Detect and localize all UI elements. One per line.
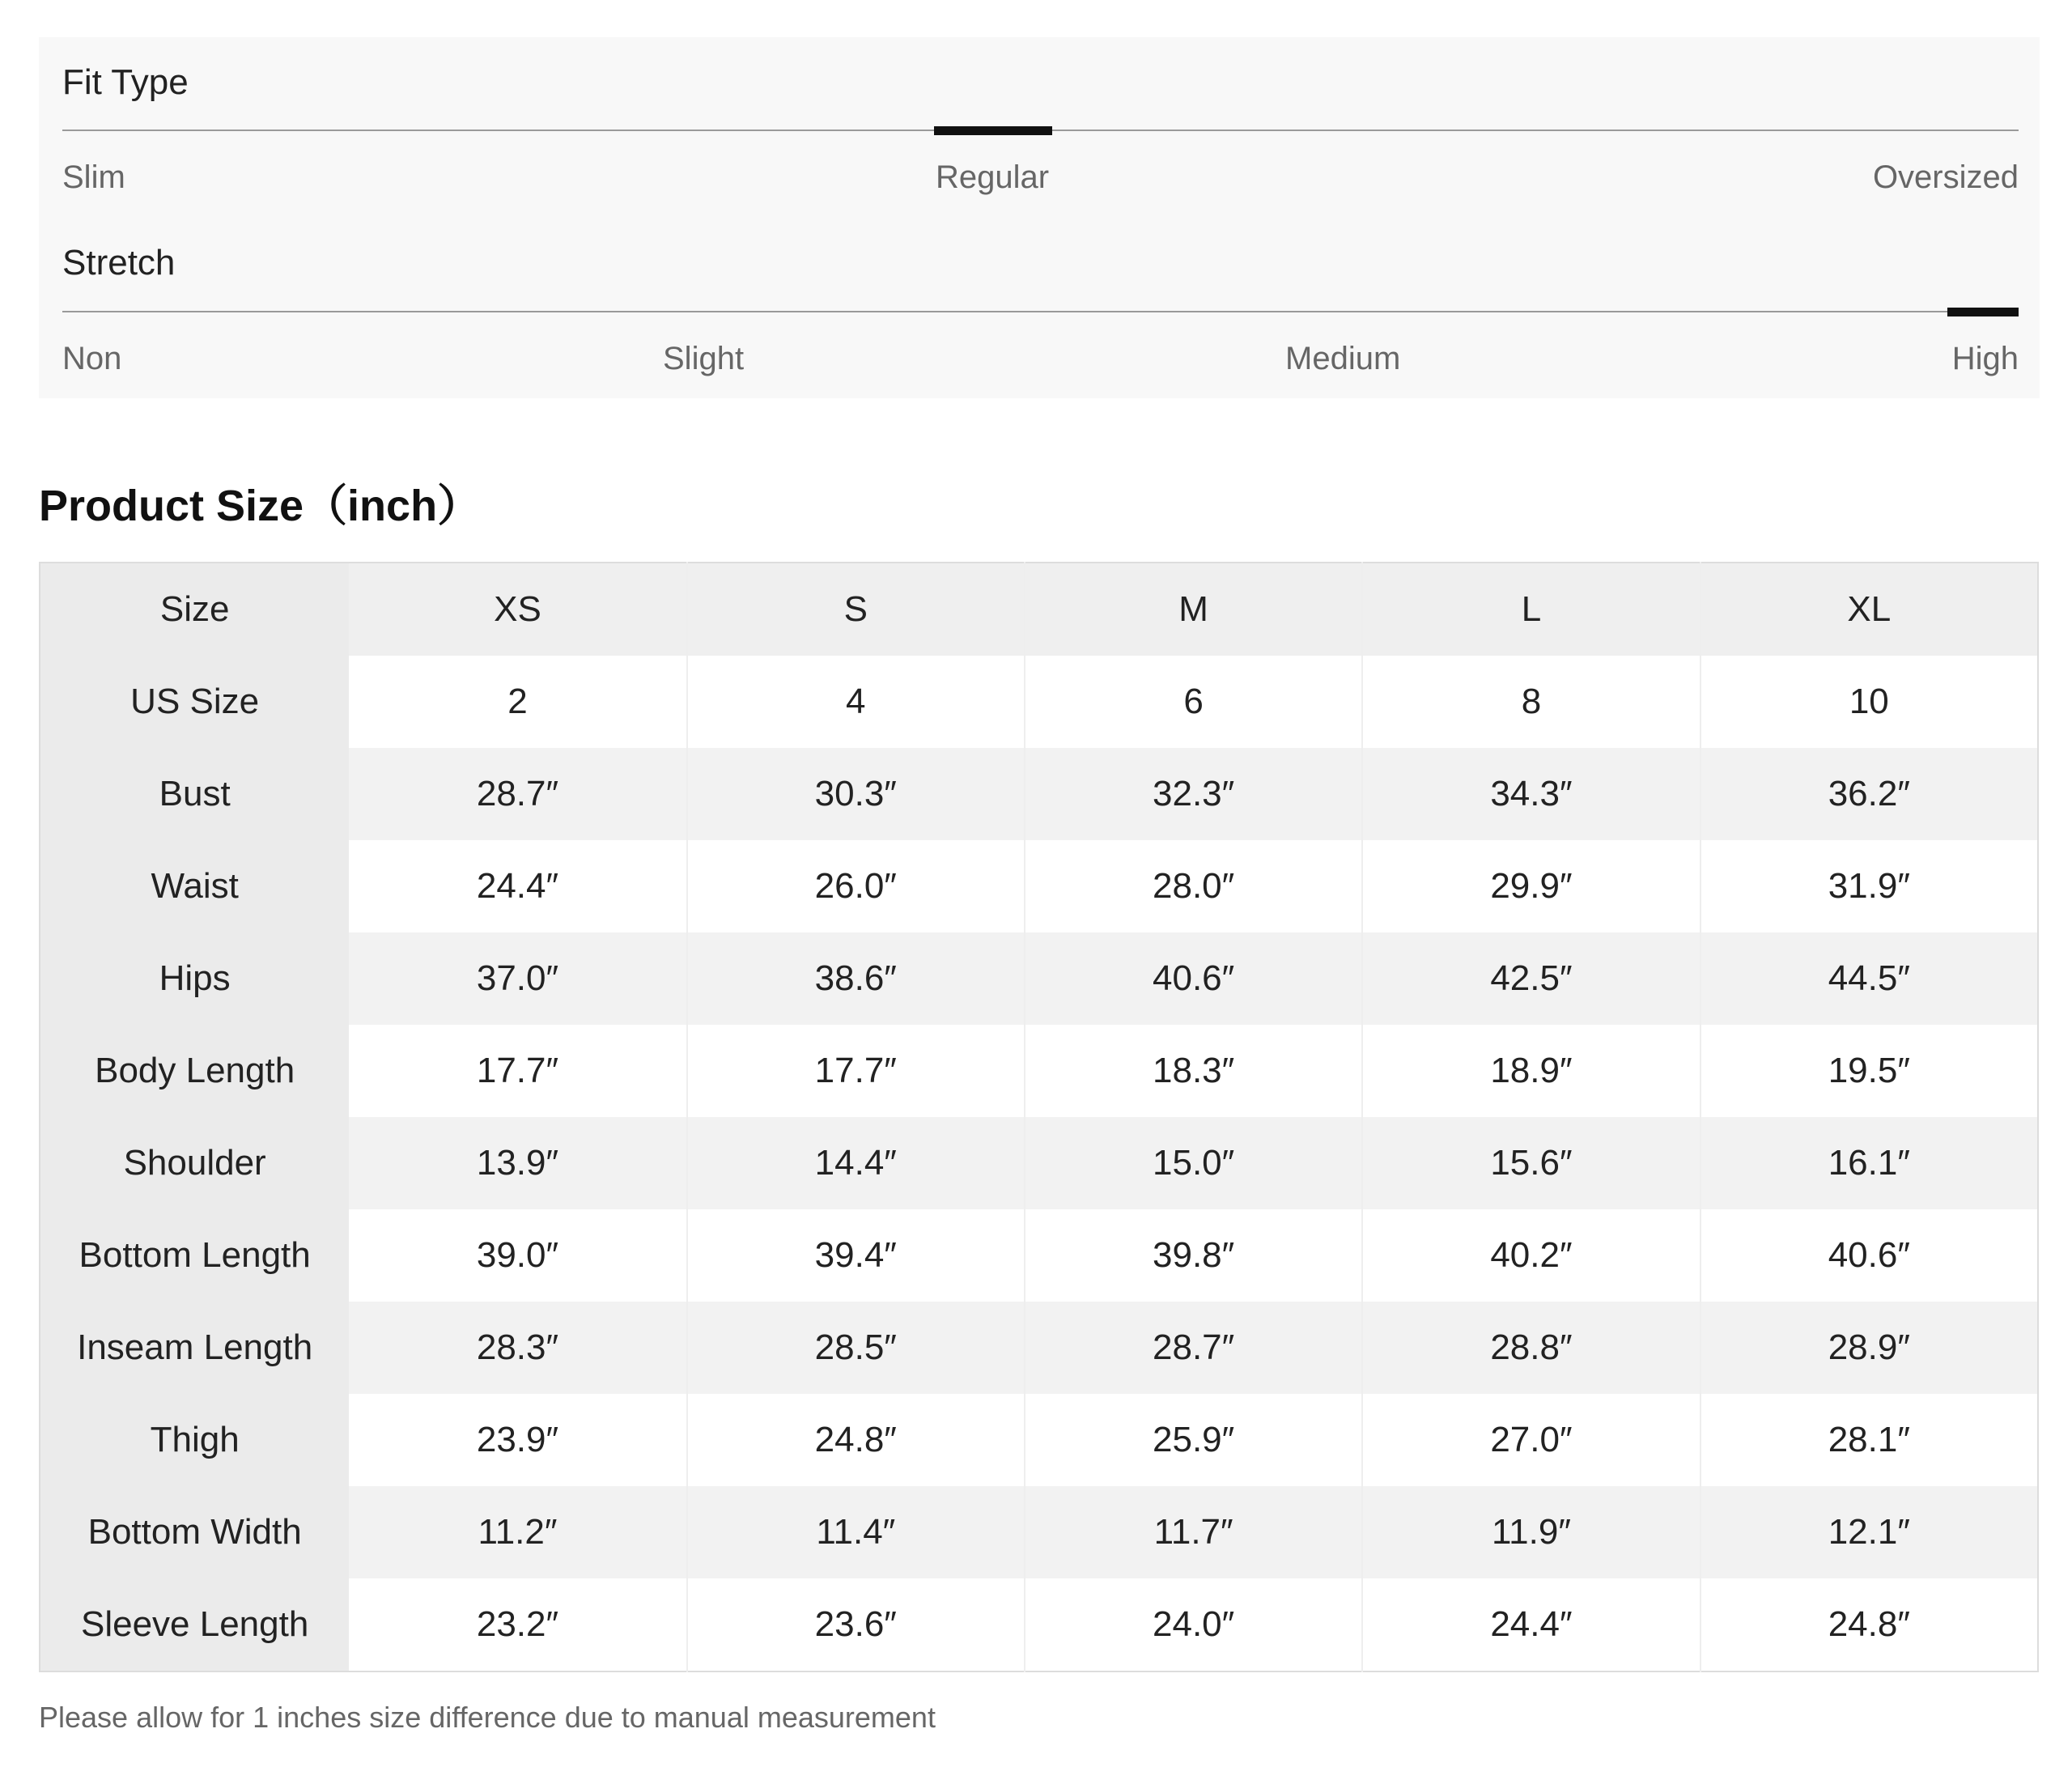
- table-cell: 23.6″: [687, 1578, 1025, 1671]
- table-cell: 40.2″: [1362, 1209, 1700, 1302]
- table-cell: 28.1″: [1700, 1394, 2038, 1486]
- column-header-size: Size: [40, 563, 349, 656]
- table-cell: 24.8″: [1700, 1578, 2038, 1671]
- row-label: Sleeve Length: [40, 1578, 349, 1671]
- row-label: Waist: [40, 840, 349, 932]
- stretch-title: Stretch: [62, 243, 176, 282]
- table-row: [40, 840, 2038, 932]
- table-cell: 4: [687, 656, 1025, 748]
- table-cell: 28.7″: [349, 748, 686, 840]
- table-cell: 16.1″: [1700, 1117, 2038, 1209]
- table-cell: 25.9″: [1025, 1394, 1362, 1486]
- table-cell: 11.7″: [1025, 1486, 1362, 1578]
- product-size-heading: Product Size（inch）: [39, 482, 482, 530]
- table-cell: 10: [1700, 656, 2038, 748]
- table-cell: 2: [349, 656, 686, 748]
- table-cell: 17.7″: [349, 1025, 686, 1117]
- fit-type-label-oversized: Oversized: [1872, 159, 2019, 195]
- row-label: Shoulder: [40, 1117, 349, 1209]
- row-label: Body Length: [40, 1025, 349, 1117]
- table-cell: 38.6″: [687, 932, 1025, 1025]
- stretch-label-non: Non: [62, 341, 122, 376]
- table-cell: 6: [1025, 656, 1362, 748]
- table-cell: 23.9″: [349, 1394, 686, 1486]
- fit-type-title: Fit Type: [62, 62, 189, 102]
- stretch-label-high: High: [1951, 341, 2019, 376]
- table-cell: 24.4″: [349, 840, 686, 932]
- table-cell: 26.0″: [687, 840, 1025, 932]
- table-cell: 36.2″: [1700, 748, 2038, 840]
- table-cell: 31.9″: [1700, 840, 2038, 932]
- table-cell: 39.4″: [687, 1209, 1025, 1302]
- table-cell: 30.3″: [687, 748, 1025, 840]
- table-cell: 24.8″: [687, 1394, 1025, 1486]
- table-cell: 24.4″: [1362, 1578, 1700, 1671]
- table-cell: 8: [1362, 656, 1700, 748]
- column-header-xl: XL: [1700, 563, 2038, 656]
- table-cell: 28.3″: [349, 1302, 686, 1394]
- row-label: Thigh: [40, 1394, 349, 1486]
- table-cell: 28.8″: [1362, 1302, 1700, 1394]
- column-header-l: L: [1362, 563, 1700, 656]
- table-cell: 34.3″: [1362, 748, 1700, 840]
- table-cell: 29.9″: [1362, 840, 1700, 932]
- column-header-s: S: [687, 563, 1025, 656]
- table-cell: 40.6″: [1025, 932, 1362, 1025]
- table-cell: 39.8″: [1025, 1209, 1362, 1302]
- table-row: [40, 932, 2038, 1025]
- table-row: [40, 748, 2038, 840]
- table-cell: 40.6″: [1700, 1209, 2038, 1302]
- table-cell: 39.0″: [349, 1209, 686, 1302]
- table-row: [40, 1302, 2038, 1394]
- fit-type-label-slim: Slim: [62, 159, 125, 195]
- stretch-track: [62, 311, 2019, 312]
- row-label: Bust: [40, 748, 349, 840]
- table-cell: 24.0″: [1025, 1578, 1362, 1671]
- table-cell: 23.2″: [349, 1578, 686, 1671]
- table-cell: 15.6″: [1362, 1117, 1700, 1209]
- fit-type-marker: [934, 126, 1052, 135]
- table-cell: 13.9″: [349, 1117, 686, 1209]
- table-cell: 32.3″: [1025, 748, 1362, 840]
- table-cell: 18.9″: [1362, 1025, 1700, 1117]
- table-cell: 11.4″: [687, 1486, 1025, 1578]
- table-cell: 18.3″: [1025, 1025, 1362, 1117]
- table-cell: 17.7″: [687, 1025, 1025, 1117]
- stretch-label-medium: Medium: [1285, 341, 1401, 376]
- table-cell: 15.0″: [1025, 1117, 1362, 1209]
- table-cell: 11.9″: [1362, 1486, 1700, 1578]
- table-row: [40, 1394, 2038, 1486]
- table-cell: 11.2″: [349, 1486, 686, 1578]
- size-table-body: [40, 656, 2038, 1671]
- table-cell: 19.5″: [1700, 1025, 2038, 1117]
- table-cell: 27.0″: [1362, 1394, 1700, 1486]
- table-cell: 28.0″: [1025, 840, 1362, 932]
- table-row: [40, 1578, 2038, 1671]
- table-header-row: [40, 563, 2038, 656]
- table-cell: 37.0″: [349, 932, 686, 1025]
- table-cell: 28.7″: [1025, 1302, 1362, 1394]
- table-row: [40, 1209, 2038, 1302]
- row-label: Bottom Length: [40, 1209, 349, 1302]
- table-row: [40, 1486, 2038, 1578]
- column-header-m: M: [1025, 563, 1362, 656]
- column-header-xs: XS: [349, 563, 686, 656]
- table-cell: 42.5″: [1362, 932, 1700, 1025]
- table-cell: 28.5″: [687, 1302, 1025, 1394]
- measurement-note: Please allow for 1 inches size difference due to manual measurement: [39, 1701, 936, 1734]
- row-label: Hips: [40, 932, 349, 1025]
- table-cell: 14.4″: [687, 1117, 1025, 1209]
- table-cell: 44.5″: [1700, 932, 2038, 1025]
- table-row: [40, 1117, 2038, 1209]
- table-cell: 12.1″: [1700, 1486, 2038, 1578]
- size-table: [39, 562, 2039, 1672]
- table-row: [40, 656, 2038, 748]
- fit-panel: [39, 37, 2040, 398]
- table-cell: 28.9″: [1700, 1302, 2038, 1394]
- stretch-label-slight: Slight: [663, 341, 745, 376]
- fit-type-label-regular: Regular: [936, 159, 1050, 195]
- stretch-marker: [1947, 308, 2019, 316]
- row-label: US Size: [40, 656, 349, 748]
- row-label: Bottom Width: [40, 1486, 349, 1578]
- row-label: Inseam Length: [40, 1302, 349, 1394]
- table-row: [40, 1025, 2038, 1117]
